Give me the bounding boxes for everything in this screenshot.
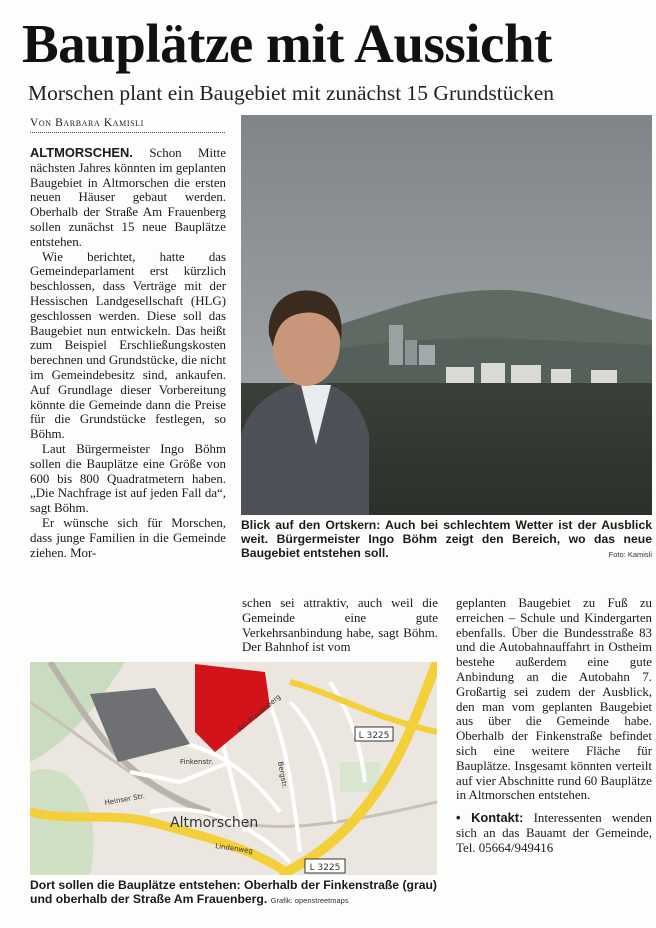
street-label-heinser: Heinser Str. xyxy=(103,792,146,807)
subheadline: Morschen plant ein Baugebiet mit zunächst 15 Grundstücken xyxy=(28,81,555,105)
map-graphic xyxy=(30,662,437,875)
town-label: Altmorschen xyxy=(170,815,259,831)
map-credit: Grafik: openstreetmaps xyxy=(270,896,349,906)
street-label-linden: Lindenweg xyxy=(214,842,254,856)
street-label-finken: Finkenstr. xyxy=(180,758,214,766)
paragraph-1 xyxy=(30,146,226,250)
photo-caption-text: Blick auf den Ortskern: Auch bei schlechtem Wetter ist der Ausblick weit. Bürgermeister Ingo Böhm zeigt den Bereich, wo das neue Baugebiet entstehen soll. xyxy=(241,518,652,561)
contact-text: Interessenten wenden sich an das Bauamt der Gemeinde, Tel. 05664/949416 xyxy=(456,811,652,855)
paragraph-5: schen sei attraktiv, auch weil die Gemeinde eine gute Verkehrsanbindung habe, sagt Böhm. Der Bahnhof ist vom xyxy=(242,596,438,655)
headline: Bauplätze mit Aussicht xyxy=(22,13,552,74)
photo-caption xyxy=(241,518,652,563)
street-label-frauenberg: Am Frauenberg xyxy=(236,692,283,734)
paragraph-6: geplanten Baugebiet zu Fuß zu erreichen – Schule und Kindergarten ebenfalls. Über die Bundesstraße 83 und die Autobahnauffahrt in Ostheim bestehe außerdem eine gute Anbindung an die Autobahn 7. Großartig sei zudem der Ausblick, den man vom geplanten Baugebiet aus über die Gemeinde habe. Oberhalb der Finkenstraße befindet sich eine weitere Fläche für Bauplätze. Insgesamt könnten verteilt auf vier Abschnitte rund 60 Bauplätze in Altmorschen entstehen. xyxy=(456,596,652,803)
contact-label: • Kontakt: xyxy=(456,810,524,826)
article-column-2 xyxy=(242,596,438,655)
photo-credit: Foto: Kamisli xyxy=(608,550,652,560)
paragraph-1-text: Schon Mitte nächsten Jahres könnten im geplanten Baugebiet in Altmorschen die ersten neuen Häuser gebaut werden. Oberhalb der Straße Am Frauenberg sollen zunächst 15 neue Bauplätze entstehen. xyxy=(30,146,226,249)
map-caption-text: Dort sollen die Bauplätze entstehen: Oberhalb der Finkenstraße (grau) und oberhalb der Straße Am Frauenberg. xyxy=(30,878,437,907)
paragraph-4: Er wünsche sich für Morschen, dass junge Familien in die Gemeinde ziehen. Mor- xyxy=(30,515,226,560)
road-label-bottom: L 3225 xyxy=(309,863,341,873)
contact-paragraph xyxy=(456,811,652,855)
dateline: ALTMORSCHEN. xyxy=(30,145,133,160)
map-caption xyxy=(30,878,440,908)
article-column-3 xyxy=(456,596,652,856)
road-label-top: L 3225 xyxy=(358,731,390,741)
article-column-1 xyxy=(30,146,226,560)
photo-image xyxy=(241,115,652,515)
street-label-berg: Bergstr. xyxy=(276,760,289,790)
photo xyxy=(241,115,652,515)
byline: Von Barbara Kamisli xyxy=(30,117,225,133)
map xyxy=(30,662,437,875)
paragraph-2: Wie berichtet, hatte das Gemeindeparlament erst kürzlich beschlossen, dass Verträge mit der Hessischen Landgesellschaft (HLG) geschlossen werden. Diese soll das Baugebiet nun entwickeln. Das heißt zum Beispiel Erschließungskosten berechnen und Grundstücke, die nicht im Gemeindebesitz sind, ankaufen. Auf Grundlage dieser Vorbereitung könnte die Gemeinde dann die Preise für die Grundstücke festlegen, so Böhm. xyxy=(30,249,226,442)
paragraph-3: Laut Bürgermeister Ingo Böhm sollen die Bauplätze eine Größe von 600 bis 800 Quadratmetern haben. „Die Nachfrage ist auf jeden Fall da“, sagt Böhm. xyxy=(30,441,226,516)
